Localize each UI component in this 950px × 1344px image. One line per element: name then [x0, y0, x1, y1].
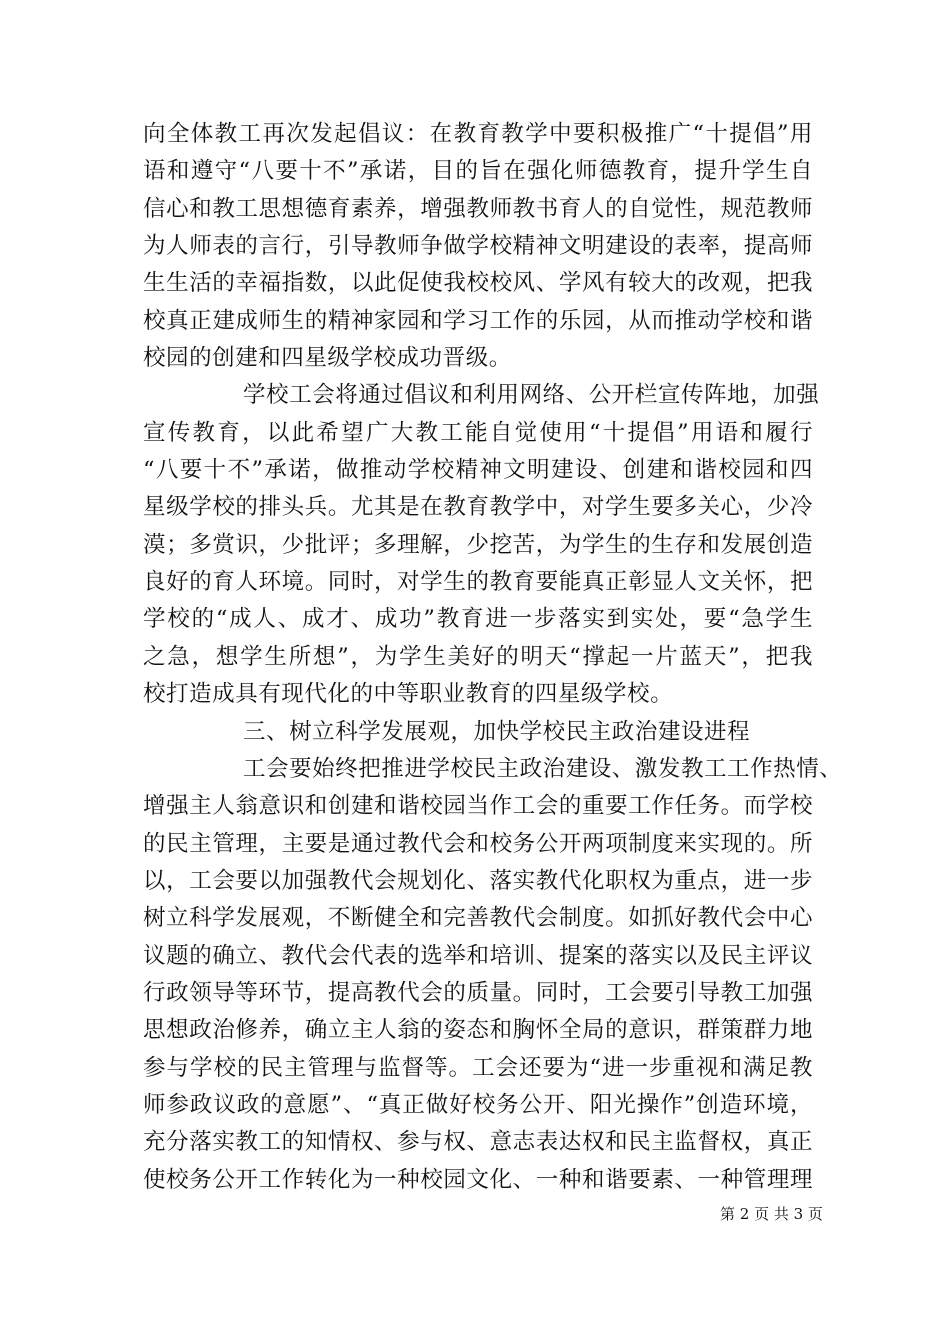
text-line: 之急，想学生所想”，为学生美好的明天“撑起一片蓝天”，把我: [143, 643, 813, 670]
text-line: 增强主人翁意识和创建和谐校园当作工会的重要工作任务。而学校: [143, 793, 813, 820]
text-line: 议题的确立、教代会代表的选举和培训、提案的落实以及民主评议: [143, 942, 813, 969]
text-line: 生生活的幸福指数，以此促使我校校风、学风有较大的改观，把我: [143, 270, 813, 297]
text-line: 三、树立科学发展观，加快学校民主政治建设进程: [243, 718, 751, 745]
document-body: [143, 116, 843, 1199]
text-line: 的民主管理，主要是通过教代会和校务公开两项制度来实现的。所: [143, 830, 813, 857]
text-line: 星级学校的排头兵。尤其是在教育教学中，对学生要多关心，少冷: [143, 494, 813, 521]
text-line: 使校务公开工作转化为一种校园文化、一种和谐要素、一种管理理: [143, 1166, 813, 1193]
text-line: 师参政议政的意愿”、“真正做好校务公开、阳光操作”创造环境，: [143, 1091, 813, 1118]
text-line: 思想政治修养，确立主人翁的姿态和胸怀全局的意识，群策群力地: [143, 1017, 813, 1044]
text-line: 校打造成具有现代化的中等职业教育的四星级学校。: [143, 681, 674, 708]
text-line: 参与学校的民主管理与监督等。工会还要为“进一步重视和满足教: [143, 1054, 813, 1081]
text-line: 良好的育人环境。同时，对学生的教育要能真正彰显人文关怀，把: [143, 569, 813, 596]
text-line: 以，工会要以加强教代会规划化、落实教代化职权为重点，进一步: [143, 867, 813, 894]
text-line: 学校的“成人、成才、成功”教育进一步落实到实处，要“急学生: [143, 606, 813, 633]
text-line: 宣传教育，以此希望广大教工能自觉使用“十提倡”用语和履行: [143, 419, 813, 446]
text-line: 为人师表的言行，引导教师争做学校精神文明建设的表率，提高师: [143, 233, 813, 260]
text-line: 信心和教工思想德育素养，增强教师教书育人的自觉性，规范教师: [143, 195, 813, 222]
text-line: “八要十不”承诺，做推动学校精神文明建设、创建和谐校园和四: [143, 457, 813, 484]
text-line: 树立科学发展观，不断健全和完善教代会制度。如抓好教代会中心: [143, 905, 813, 932]
text-line: 漠；多赏识，少批评；多理解，少挖苦，为学生的生存和发展创造: [143, 531, 813, 558]
text-line: 语和遵守“八要十不”承诺，目的旨在强化师德教育，提升学生自: [143, 158, 813, 185]
text-line: 学校工会将通过倡议和利用网络、公开栏宣传阵地，加强: [243, 382, 820, 409]
text-line: 行政领导等环节，提高教代会的质量。同时，工会要引导教工加强: [143, 979, 813, 1006]
text-line: 向全体教工再次发起倡议：在教育教学中要积极推广“十提倡”用: [143, 121, 813, 147]
page-number: 第 2 页 共 3 页: [720, 1205, 823, 1223]
text-line: 充分落实教工的知情权、参与权、意志表达权和民主监督权，真正: [143, 1129, 813, 1156]
text-line: 校真正建成师生的精神家园和学习工作的乐园，从而推动学校和谐: [143, 307, 813, 334]
text-line: 校园的创建和四星级学校成功晋级。: [143, 345, 512, 372]
text-line: 工会要始终把推进学校民主政治建设、激发教工工作热情、: [243, 755, 843, 782]
